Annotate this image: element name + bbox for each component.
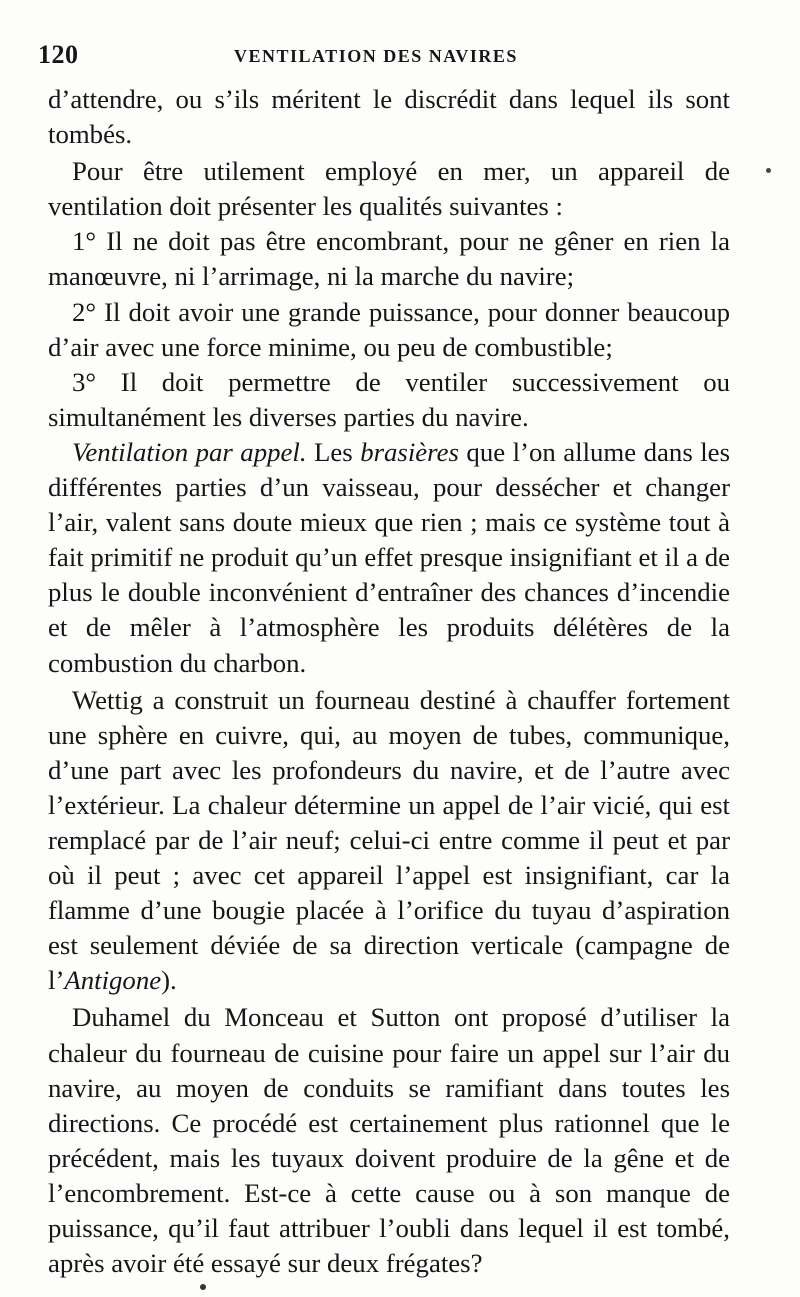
paragraph-duhamel: Duhamel du Monceau et Sutton ont proposé d’utiliser la chaleur du fourneau de cuisine pour faire un appel sur l’air du navire, au moyen de conduits se ramifiant dans toutes les directions. Ce procédé est certainement plus rationnel que le précédent, mais les tuyaux doivent produire de la gêne et de l’encombrement. Est-ce à cette cause ou à son manque de puissance, qu’il faut attribuer l’oubli dans lequel il est tombé, après avoir été essayé sur deux frégates? <box>48 1002 730 1279</box>
running-title: VENTILATION DES NAVIRES <box>234 46 518 66</box>
list-item-1: 1° Il ne doit pas être encombrant, pour ne gêner en rien la manœuvre, ni l’arrimage, ni la marche du navire; <box>48 226 730 292</box>
list-item-3: 3° Il doit permettre de ventiler successivement ou simultanément les diverses parties du navire. <box>48 366 730 432</box>
paragraph-text: Les <box>306 436 361 467</box>
paragraph-text: que l’on allume dans les différentes parties d’un vaisseau, pour dessécher et changer l’air, valent sans doute mieux que rien ; mais ce système tout à fait primitif ne produit qu’un effet presque insignifiant et il a de plus le double inconvénient d’entraîner des chances d’incendie et de mêler à l’atmosphère les produits délétères de la combustion du charbon. <box>48 436 730 678</box>
ink-speck <box>200 1284 206 1290</box>
paragraph-text: Wettig a construit un fourneau destiné à chauffer fortement une sphère en cuivre, qui, au moyen de tubes, communique, d’une part avec les profondeurs du navire, et de l’autre avec l’extérieur. La chaleur détermine un appel de l’air vicié, qui est remplacé par de l’air neuf; celui-ci entre comme il peut et par où il peut ; avec cet appareil l’appel est insignifiant, car la flamme d’une bougie placée à l’orifice du tuyau d’aspiration est seulement déviée de sa direction verticale (campagne de l’ <box>48 684 730 996</box>
body-text <box>48 82 730 1281</box>
running-head <box>38 36 730 76</box>
italic-term: brasières <box>360 436 459 467</box>
italic-ship-name: Antigone <box>64 965 162 996</box>
ink-speck <box>766 168 771 173</box>
paragraph-requirements: Pour être utilement employé en mer, un appareil de ventilation doit présenter les qualités suivantes : <box>48 156 730 222</box>
paragraph-text: ). <box>161 965 177 996</box>
section-heading-italic: Ventilation par appel. <box>72 436 307 467</box>
list-item-2: 2° Il doit avoir une grande puissance, pour donner beaucoup d’air avec une force minime, ou peu de combustible; <box>48 296 730 362</box>
paragraph-wettig <box>48 683 730 999</box>
paragraph-continuation: d’attendre, ou s’ils méritent le discrédit dans lequel ils sont tombés. <box>48 84 730 150</box>
paragraph-ventilation-par-appel <box>48 435 730 681</box>
page-number: 120 <box>38 40 79 69</box>
